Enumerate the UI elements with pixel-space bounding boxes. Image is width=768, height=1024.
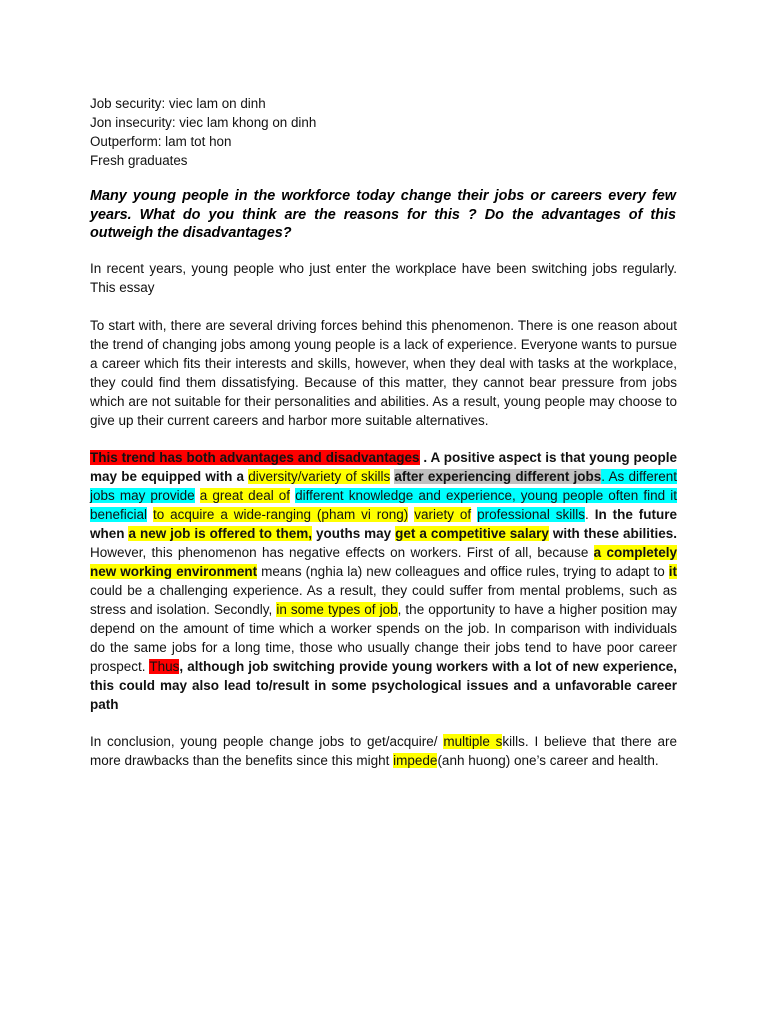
conclusion-paragraph [90, 732, 677, 770]
highlight-yellow: a new job is offered to them, [128, 526, 312, 541]
body-paragraph-2 [90, 448, 677, 714]
vocabulary-list [90, 94, 316, 170]
text-run: , the opportunity to have a higher position may depend on the amount of time which a worker spends on the job. In comparison with individuals do the same jobs for a long time, those who usually change their jobs tend to have poor career prospect. [90, 602, 677, 674]
intro-paragraph: In recent years, young people who just enter the workplace have been switching jobs regularly. This essay [90, 261, 677, 295]
text-run: . [585, 507, 595, 522]
bold-text: youths may [315, 526, 392, 541]
text-run: However, this phenomenon has negative effects on workers. First of all, because [90, 545, 594, 560]
text-run: In conclusion, young people change jobs to get/acquire/ [90, 734, 444, 749]
highlight-yellow: a completely new working environment [90, 545, 677, 579]
vocab-item: Jon insecurity: viec lam khong on dinh [90, 115, 317, 130]
bold-text: , although job switching provide young workers with a lot of new experience, this could may also lead to/result in some psychological issues and a unfavorable career path [90, 659, 677, 712]
highlight-gray: after experiencing different jobs [394, 469, 602, 484]
highlight-yellow: get a competitive salary [395, 526, 549, 541]
highlight-yellow: impede [393, 753, 438, 768]
text-run: means (nghia la) new colleagues and office rules, trying to adapt to [257, 564, 669, 579]
highlight-yellow: it [668, 564, 677, 579]
highlight-cyan: . As different jobs may provide [90, 469, 677, 503]
text-run: . A positive aspect is that young people may be equipped with a [90, 450, 678, 484]
highlight-yellow: in some types of job [276, 602, 398, 617]
highlight-yellow: multiple s [443, 734, 503, 749]
text-run [195, 488, 200, 503]
vocab-item: Fresh graduates [90, 153, 188, 168]
highlight-yellow: variety of [414, 507, 472, 522]
text-run: kills. I believe that there are more drawbacks than the benefits since this might [90, 734, 677, 768]
highlight-cyan: different knowledge and experience, young people often find it beneficial [90, 488, 677, 522]
highlight-yellow: a great deal of [199, 488, 291, 503]
highlight-yellow: diversity/variety of skills [248, 469, 391, 484]
body-paragraph-1: To start with, there are several driving forces behind this phenomenon. There is one reason about the trend of changing jobs among young people is a lack of experience. Everyone wants to pursue a career which fits their interests and skills, however, when they deal with tasks at the workplace, they could find them dissatisfying. Because of this matter, they cannot bear pressure from jobs which are not suitable for their personalities and abilities. As a result, young people may choose to give up their current careers and harbor more suitable alternatives. [90, 318, 677, 428]
vocab-item: Outperform: lam tot hon [90, 134, 232, 149]
bold-text: In the future when [90, 507, 677, 541]
highlight-cyan: professional skills [477, 507, 586, 522]
bold-text: with these abilities. [552, 526, 677, 541]
essay-question: Many young people in the workforce today change their jobs or careers every few years. What do you think are the reasons for this ? Do the advantages of this outweigh the disadvantages? [90, 188, 676, 241]
vocab-item: Job security: viec lam on dinh [90, 96, 266, 111]
highlight-yellow: to acquire a wide-ranging (pham vi rong) [152, 507, 409, 522]
text-run: (anh huong) one’s career and health. [437, 753, 659, 768]
highlight-red: Thus [149, 659, 180, 674]
highlight-red: This trend has both advantages and disadvantages [90, 450, 420, 465]
text-run: could be a challenging experience. As a result, they could suffer from mental problems, such as stress and isolation. Secondly, [90, 583, 677, 617]
